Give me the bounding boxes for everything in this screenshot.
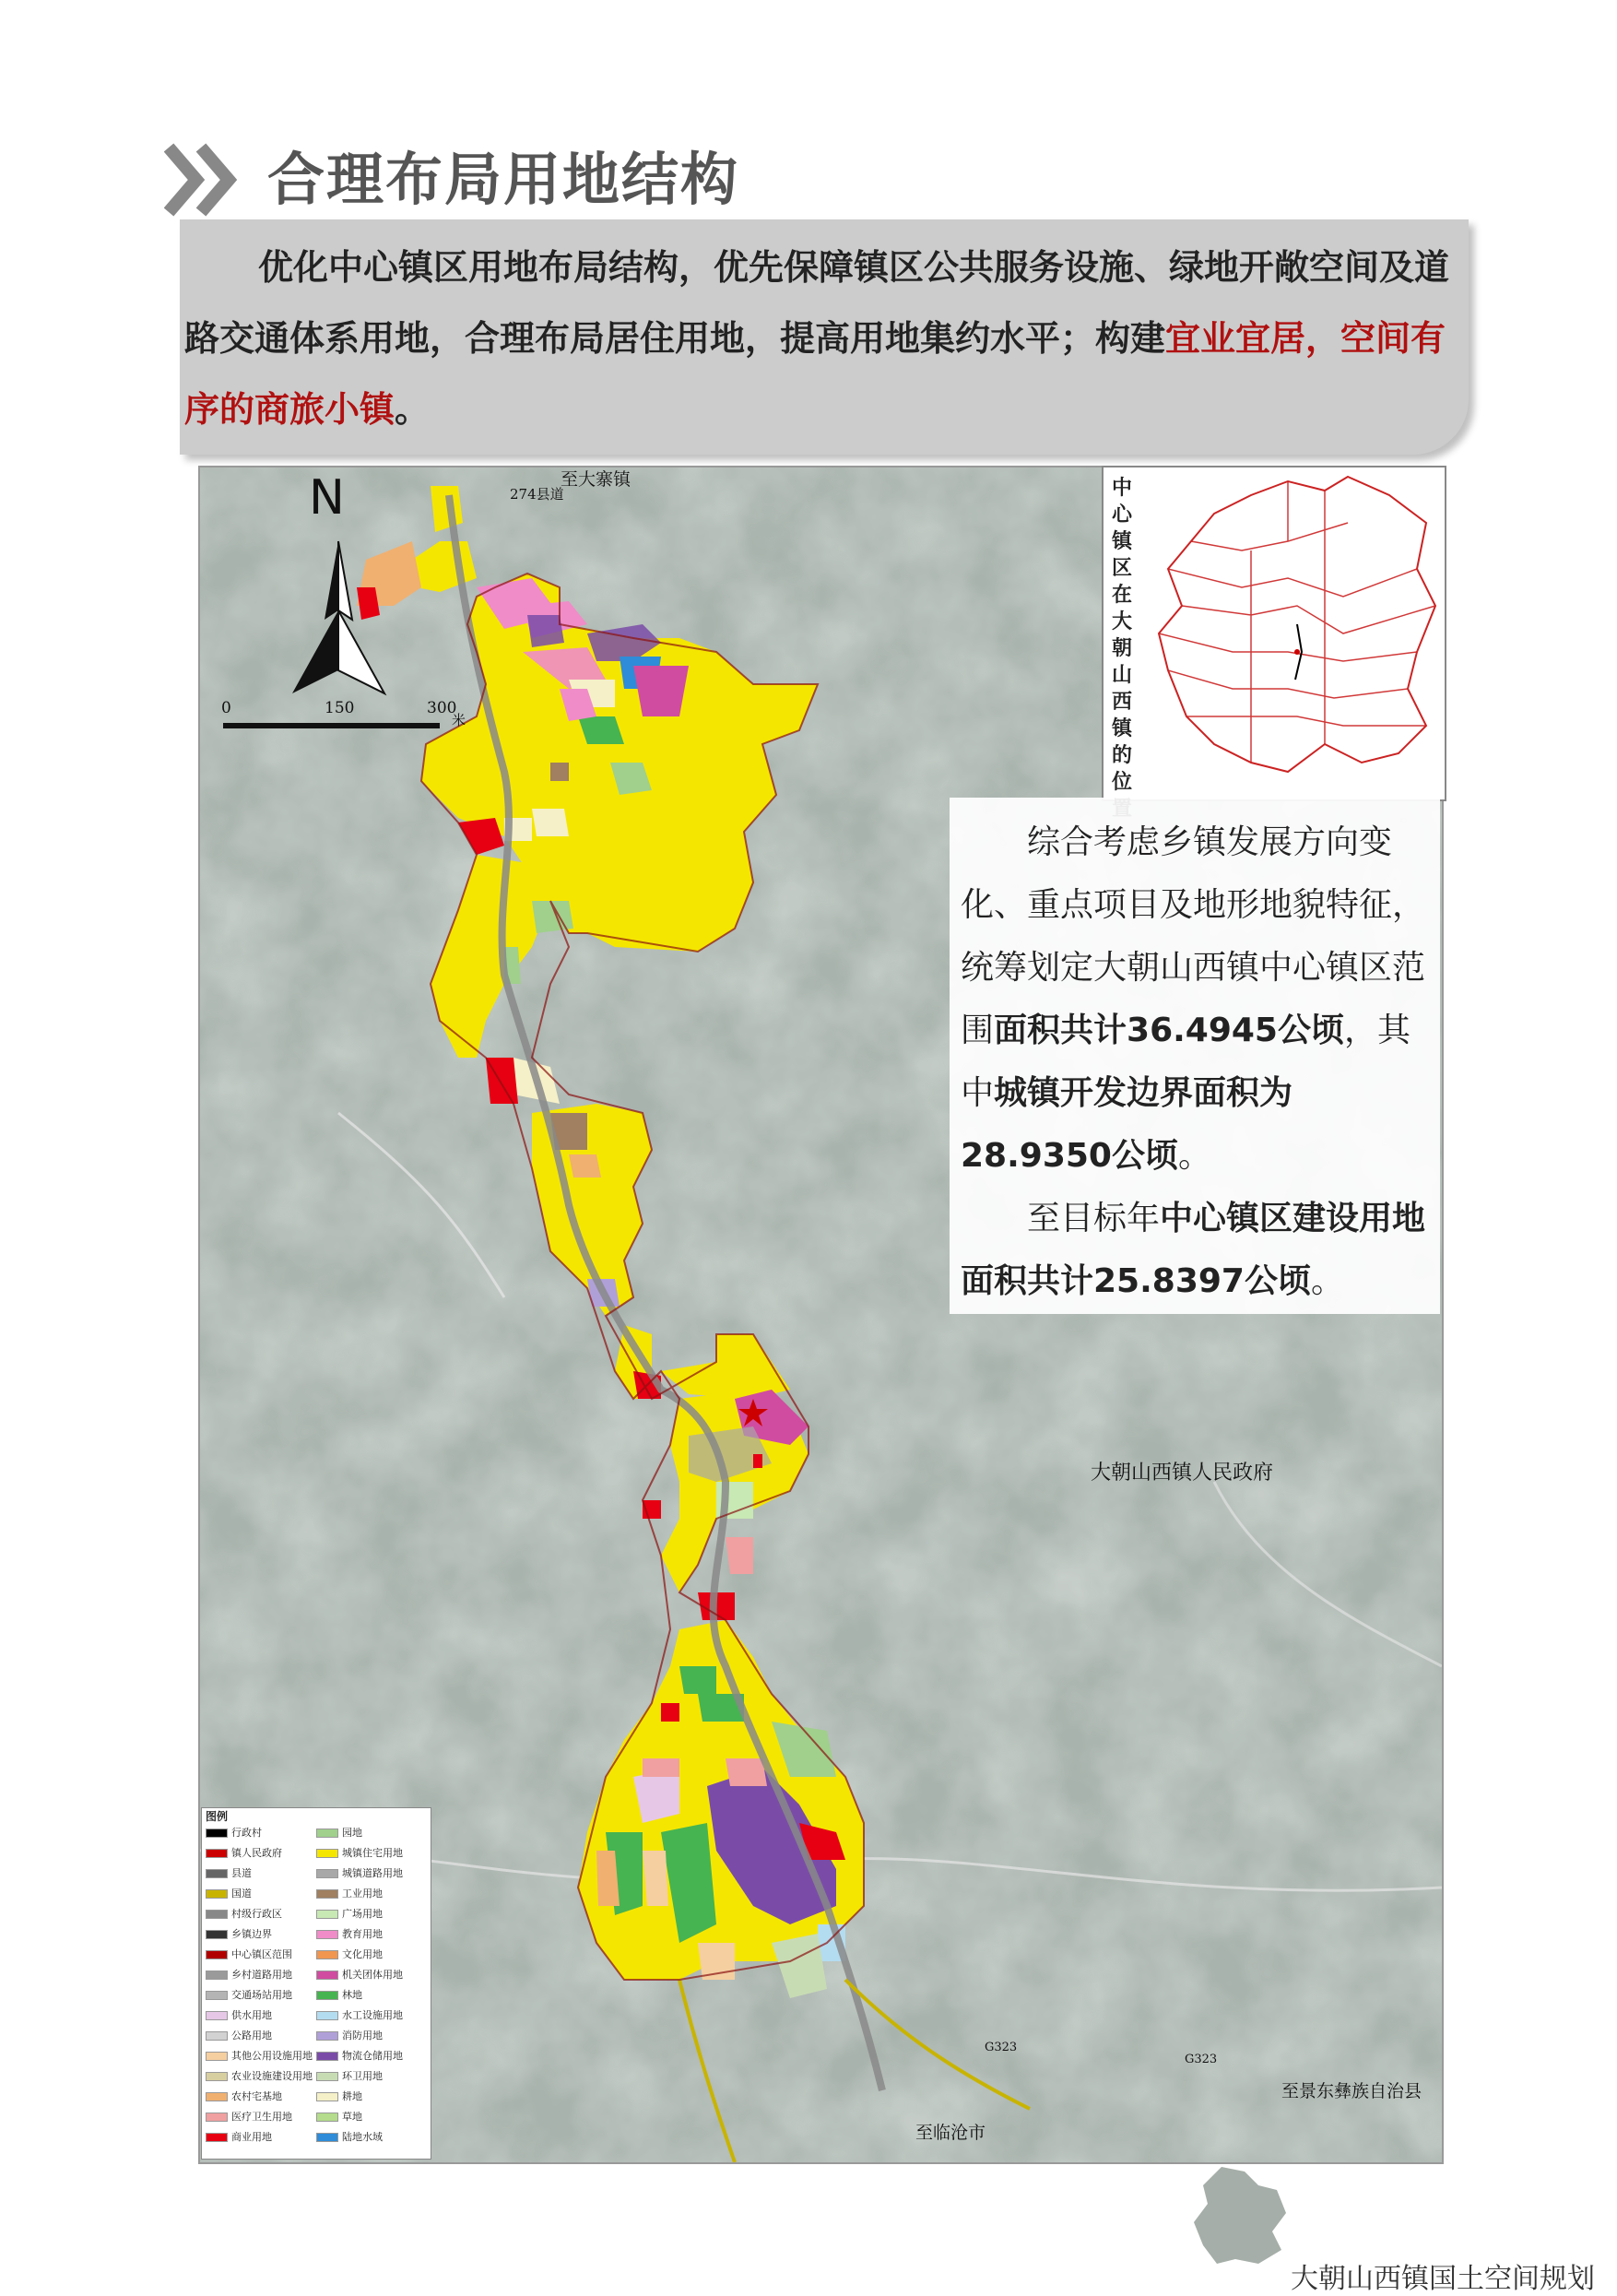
- legend-label: 中心镇区范围: [231, 1948, 292, 1960]
- scale-zero: 0: [221, 699, 231, 717]
- label-to-lincang: 至临沧市: [915, 2123, 986, 2143]
- legend-label: 水工设施用地: [342, 2009, 403, 2021]
- desc-p1-c: ，其中: [961, 1012, 1411, 1112]
- legend-item: [316, 2070, 383, 2083]
- legend-item: [316, 1867, 403, 1880]
- desc-p1-e: 。: [1177, 1137, 1211, 1175]
- legend-item: [316, 1928, 383, 1941]
- legend-label: 其他公用设施用地: [231, 2050, 313, 2062]
- legend-label: 公路用地: [231, 2030, 272, 2042]
- map-legend: [201, 1807, 431, 2160]
- intro-text: [184, 232, 1466, 445]
- legend-label: 乡村道路用地: [231, 1969, 292, 1981]
- scale-max: 300: [427, 699, 457, 717]
- legend-swatch: [206, 2092, 228, 2101]
- label-to-dazhai: 至大寨镇: [561, 469, 631, 490]
- legend-swatch: [316, 1869, 338, 1878]
- desc-p1-d: 城镇开发边界面积为28.9350公顷: [961, 1074, 1293, 1175]
- legend-item: [206, 1969, 292, 1982]
- legend-label: 机关团体用地: [342, 1969, 403, 1981]
- legend-label: 县道: [231, 1867, 252, 1879]
- legend-swatch: [316, 2052, 338, 2061]
- legend-item: [206, 2050, 313, 2063]
- legend-swatch: [206, 2031, 228, 2041]
- scale-unit: 米: [452, 712, 466, 728]
- legend-swatch: [206, 2133, 228, 2142]
- legend-label: 消防用地: [342, 2030, 383, 2042]
- desc-p2-c: 。: [1310, 1262, 1344, 1300]
- town-silhouette-icon: [1185, 2158, 1295, 2268]
- legend-swatch: [206, 1950, 228, 1959]
- legend-swatch: [206, 1910, 228, 1919]
- legend-label: 城镇住宅用地: [342, 1847, 403, 1859]
- legend-item: [206, 1908, 282, 1921]
- legend-label: 村级行政区: [231, 1908, 282, 1920]
- legend-label: 物流仓储用地: [342, 2050, 403, 2062]
- legend-swatch: [316, 2113, 338, 2122]
- legend-item: [316, 1908, 383, 1921]
- legend-item: [316, 2009, 403, 2022]
- legend-swatch: [316, 2092, 338, 2101]
- legend-swatch: [316, 1930, 338, 1939]
- legend-swatch: [206, 1889, 228, 1899]
- legend-label: 供水用地: [231, 2009, 272, 2021]
- legend-item: [206, 2009, 272, 2022]
- legend-item: [316, 1969, 403, 1982]
- legend-item: [206, 2070, 313, 2083]
- intro-emphasis: 宜业宜居，空间有序的商旅小镇: [184, 318, 1446, 430]
- legend-label: 园地: [342, 1827, 362, 1839]
- intro-part1: 优化中心镇区用地布局结构，优先保障镇区公共服务设施、绿地开敞空间及道路交通体系用地，合理布局居住用地，提高用地集约水平；构建: [184, 247, 1450, 359]
- legend-label: 交通场站用地: [231, 1989, 292, 2001]
- legend-swatch: [206, 1930, 228, 1939]
- legend-item: [206, 1989, 292, 2002]
- legend-item: [206, 1888, 252, 1900]
- description-text: [961, 811, 1435, 1313]
- legend-item: [316, 2111, 362, 2124]
- legend-label: 农业设施建设用地: [231, 2070, 313, 2082]
- legend-item: [206, 2090, 282, 2103]
- inset-map: [1102, 466, 1446, 801]
- legend-swatch: [316, 2011, 338, 2020]
- legend-item: [316, 1888, 383, 1900]
- legend-swatch: [206, 2113, 228, 2122]
- legend-swatch: [206, 2011, 228, 2020]
- legend-swatch: [206, 1991, 228, 2000]
- legend-swatch: [206, 1869, 228, 1878]
- legend-item: [316, 1847, 403, 1860]
- label-g323-b: G323: [1185, 2053, 1218, 2066]
- legend-item: [206, 1867, 252, 1880]
- legend-title: 图例: [206, 1810, 229, 1823]
- legend-item: [316, 1989, 362, 2002]
- legend-label: 耕地: [342, 2090, 362, 2102]
- legend-label: 教育用地: [342, 1928, 383, 1940]
- desc-p1-a: 综合考虑乡镇发展方向变化、重点项目及地形地貌特征，统筹划定大朝山西镇中心镇区范围: [961, 823, 1426, 1049]
- legend-label: 工业用地: [342, 1888, 383, 1900]
- legend-swatch: [316, 1889, 338, 1899]
- label-government: 大朝山西镇人民政府: [1091, 1462, 1274, 1485]
- desc-p2-a: 至目标年: [1027, 1200, 1161, 1237]
- legend-swatch: [316, 1991, 338, 2000]
- legend-item: [316, 1827, 362, 1840]
- page-title: 合理布局用地结构: [267, 146, 740, 213]
- legend-swatch: [316, 1971, 338, 1980]
- legend-item: [206, 2131, 272, 2144]
- legend-swatch: [206, 2072, 228, 2081]
- legend-label: 林地: [342, 1989, 362, 2001]
- legend-label: 行政村: [231, 1827, 262, 1839]
- legend-swatch: [316, 1829, 338, 1838]
- legend-item: [316, 2090, 362, 2103]
- label-g323-a: G323: [985, 2041, 1018, 2054]
- legend-label: 广场用地: [342, 1908, 383, 1920]
- legend-swatch: [316, 2031, 338, 2041]
- desc-p2-b: 中心镇区建设用地面积共计25.8397公顷: [961, 1200, 1426, 1300]
- legend-item: [206, 1948, 292, 1961]
- inset-label: 中心镇区在大朝山西镇的位: [1111, 476, 1132, 794]
- legend-label: 乡镇边界: [231, 1928, 272, 1940]
- legend-swatch: [206, 1849, 228, 1858]
- intro-end: 。: [395, 389, 431, 430]
- label-county-road: 274县道: [510, 486, 564, 503]
- legend-label: 商业用地: [231, 2131, 272, 2143]
- legend-swatch: [316, 1849, 338, 1858]
- legend-label: 国道: [231, 1888, 252, 1900]
- chevron-icon: [164, 138, 247, 221]
- legend-item: [206, 1827, 262, 1840]
- legend-label: 镇人民政府: [231, 1847, 282, 1859]
- legend-item: [316, 1948, 383, 1961]
- legend-swatch: [206, 1829, 228, 1838]
- legend-item: [206, 2111, 292, 2124]
- legend-swatch: [316, 2133, 338, 2142]
- desc-p1-b: 面积共计36.4945公顷: [994, 1012, 1344, 1049]
- legend-swatch: [206, 2052, 228, 2061]
- legend-label: 陆地水域: [342, 2131, 383, 2143]
- label-to-jingdong: 至景东彝族自治县: [1281, 2081, 1422, 2101]
- legend-label: 城镇道路用地: [342, 1867, 403, 1879]
- legend-swatch: [316, 2072, 338, 2081]
- legend-swatch: [316, 1910, 338, 1919]
- legend-label: 农村宅基地: [231, 2090, 282, 2102]
- legend-item: [206, 1928, 272, 1941]
- legend-label: 医疗卫生用地: [231, 2111, 292, 2123]
- scale-mid: 150: [325, 699, 355, 717]
- legend-item: [206, 1847, 282, 1860]
- legend-swatch: [206, 1971, 228, 1980]
- legend-label: 文化用地: [342, 1948, 383, 1960]
- legend-label: 环卫用地: [342, 2070, 383, 2082]
- legend-item: [316, 2050, 403, 2063]
- legend-item: [316, 2030, 383, 2042]
- legend-item: [316, 2131, 383, 2144]
- north-label: N: [309, 470, 345, 526]
- legend-swatch: [316, 1950, 338, 1959]
- legend-item: [206, 2030, 272, 2042]
- footer-title: 大朝山西镇国土空间规划: [1291, 2263, 1595, 2295]
- legend-label: 草地: [342, 2111, 362, 2123]
